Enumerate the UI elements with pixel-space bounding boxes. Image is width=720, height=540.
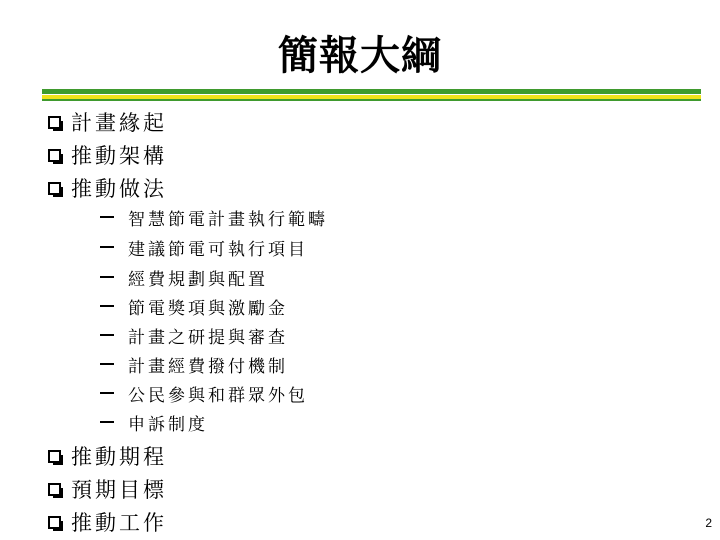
page-number: 2: [705, 516, 712, 530]
outline-item-label: 推動做法: [71, 177, 167, 201]
outline-item: [48, 172, 167, 204]
outline-subitem: [100, 321, 288, 349]
dash-bullet-icon: [100, 216, 114, 218]
outline-subitem: [100, 233, 308, 261]
dash-bullet-icon: [100, 392, 114, 394]
square-bullet-icon: [48, 116, 61, 129]
outline-item: [48, 106, 167, 138]
dash-bullet-icon: [100, 363, 114, 365]
outline-subitem: [100, 292, 288, 320]
slide-title: 簡報大綱: [278, 32, 442, 79]
dash-bullet-icon: [100, 305, 114, 307]
title-underline-green-bottom: [42, 99, 701, 101]
outline-subitem-label: 申訴制度: [128, 414, 208, 435]
outline-subitem-label: 計畫經費撥付機制: [128, 356, 288, 377]
square-bullet-icon: [48, 516, 61, 529]
outline-item: [48, 139, 167, 171]
dash-bullet-icon: [100, 246, 114, 248]
dash-bullet-icon: [100, 421, 114, 423]
outline-subitem-label: 建議節電可執行項目: [128, 239, 308, 260]
outline-subitem-label: 公民參與和群眾外包: [128, 385, 308, 406]
outline-item: [48, 440, 167, 472]
outline-subitem: [100, 379, 308, 407]
outline-subitem: [100, 263, 268, 291]
square-bullet-icon: [48, 149, 61, 162]
square-bullet-icon: [48, 450, 61, 463]
square-bullet-icon: [48, 483, 61, 496]
outline-item-label: 推動期程: [71, 445, 167, 469]
outline-subitem: [100, 408, 208, 436]
outline-item-label: 預期目標: [71, 478, 167, 502]
outline-subitem-label: 經費規劃與配置: [128, 269, 268, 290]
outline-subitem-label: 智慧節電計畫執行範疇: [128, 209, 328, 230]
outline-item: [48, 506, 167, 538]
square-bullet-icon: [48, 182, 61, 195]
dash-bullet-icon: [100, 334, 114, 336]
dash-bullet-icon: [100, 276, 114, 278]
outline-item: [48, 473, 167, 505]
title-underline-green: [42, 89, 701, 94]
outline-item-label: 推動架構: [71, 144, 167, 168]
outline-subitem: [100, 350, 288, 378]
outline-subitem: [100, 203, 328, 231]
outline-subitem-label: 計畫之研提與審查: [128, 327, 288, 348]
outline-item-label: 計畫緣起: [71, 111, 167, 135]
outline-item-label: 推動工作: [71, 511, 167, 535]
outline-subitem-label: 節電獎項與激勵金: [128, 298, 288, 319]
